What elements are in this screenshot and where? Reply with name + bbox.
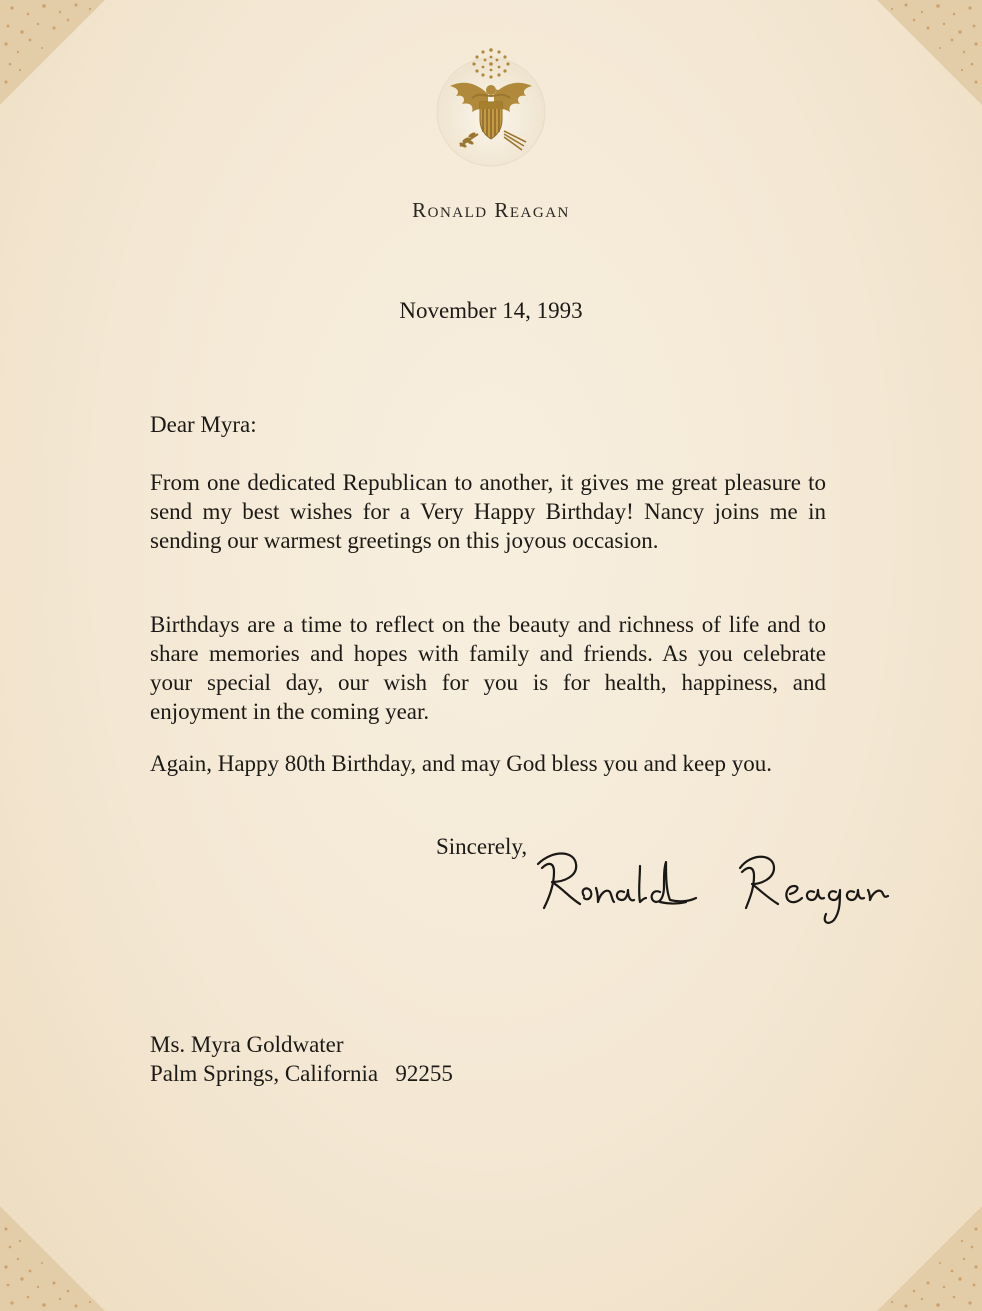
corner-mount-top-right: [872, 0, 982, 110]
body-paragraph-3: Again, Happy 80th Birthday, and may God bless you and keep you.: [150, 751, 772, 776]
corner-mount-bottom-right: [872, 1201, 982, 1311]
body-paragraph-1: From one dedicated Republican to another, it gives me great pleasure to send my best wishes for a Very Happy Birthday! Nancy joins me in sending our warmest greetings on this joyous occasion.: [150, 470, 826, 553]
presidential-eagle-seal-icon: [432, 42, 550, 170]
corner-mount-bottom-left: [0, 1201, 110, 1311]
body-paragraph-2: Birthdays are a time to reflect on the beauty and richness of life and to share memories and hopes with family and friends. As you celebrate your special day, our wish for you is for health, happiness, and enjoyment in the coming year.: [150, 612, 826, 724]
closing: Sincerely,: [436, 834, 528, 859]
recipient-address-line: Palm Springs, California 92255: [150, 1061, 453, 1086]
corner-mount-top-left: [0, 0, 110, 110]
letterhead-name: Ronald Reagan: [412, 198, 570, 222]
handwritten-signature: [528, 842, 898, 932]
letter-date: November 14, 1993: [399, 298, 583, 323]
recipient-name: Ms. Myra Goldwater: [150, 1032, 344, 1057]
recipient-address-block: [150, 1030, 453, 1088]
salutation: Dear Myra:: [150, 412, 257, 437]
